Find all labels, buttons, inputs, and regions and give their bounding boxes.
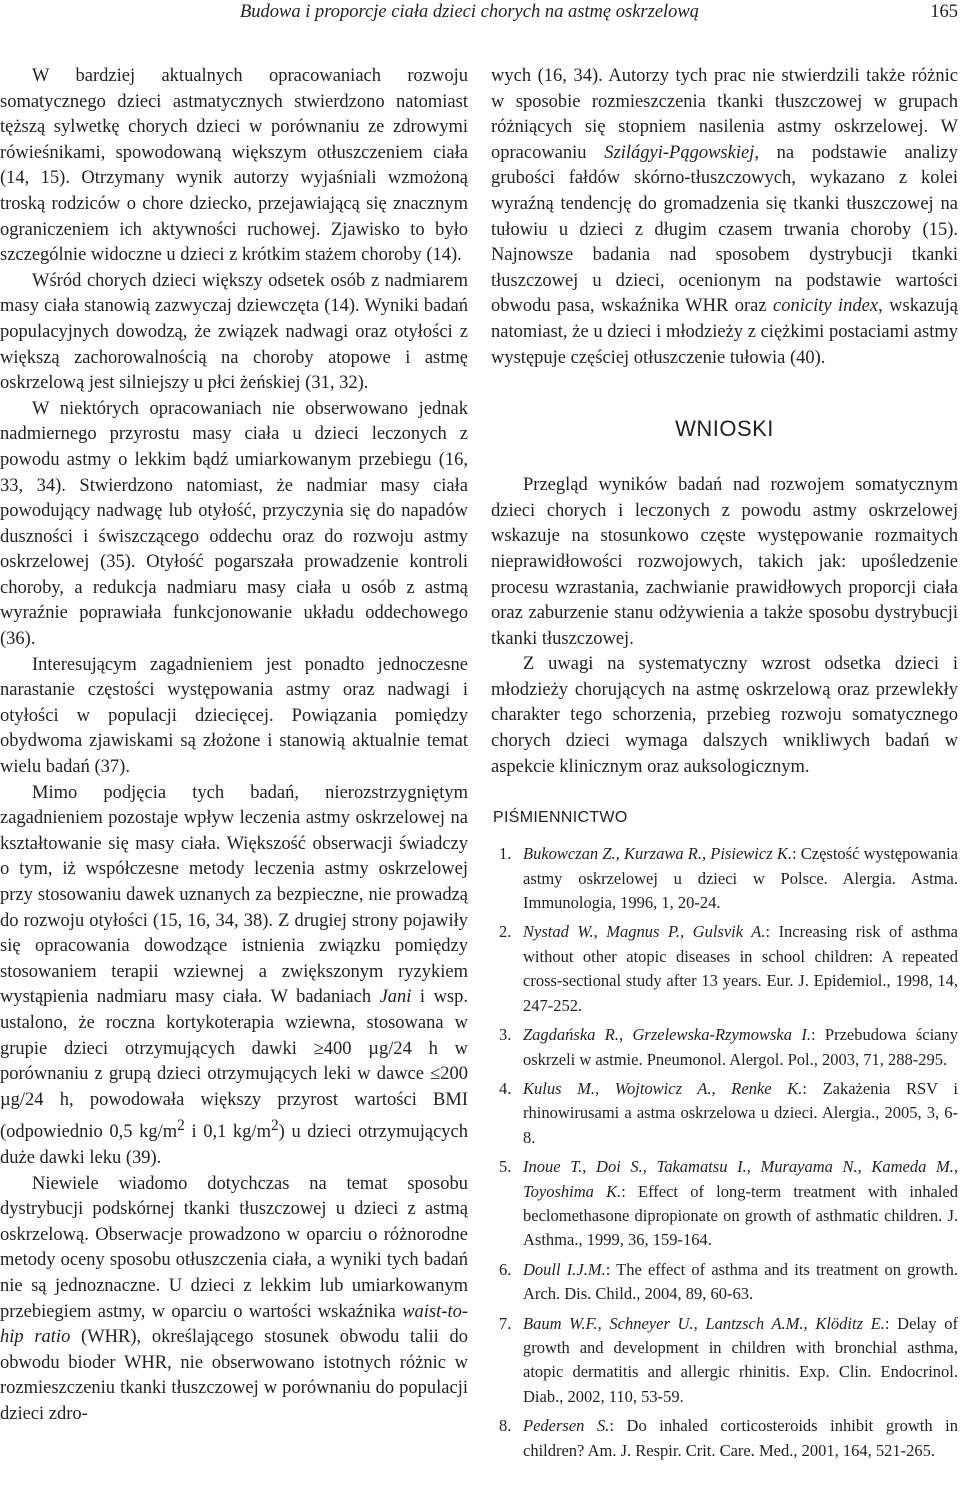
reference-authors: Zagdańska R., Grzelewska-Rzymowska I. [523, 1025, 811, 1045]
text-run: i 0,1 kg/m [184, 1122, 271, 1143]
text-run: , na podstawie analizy grubości fałdów skórno-tłuszczowych, wykazano z kolei wyraźną tendencję do gromadzenia się tkanki tłuszczowej na tułowiu u dzieci z długim czasem trwania choroby (15). Najnowsze badania nad sposobem dystrybucji tkanki tłuszczowej u dzieci, ocenionym na podstawie wartości obwodu pasa, wskaźnika WHR oraz [491, 142, 959, 317]
page-number: 165 [930, 2, 958, 22]
reference-number: 5. [499, 1157, 512, 1177]
reference-authors: Pedersen S. [523, 1416, 610, 1436]
paragraph [0, 781, 468, 1172]
paragraph: Z uwagi na systematyczny wzrost odsetka dzieci i młodzieży chorujących na astmę oskrzelową oraz przewlekły charakter tego schorzenia, przebieg rozwoju somatycznego chorych dzieci wymaga dalszych wnikliwych badań w aspekcie klinicznym oraz auksologicznym. [491, 654, 958, 777]
reference-authors: Nystad W., Magnus P., Gulsvik A. [523, 922, 766, 942]
paragraph [0, 1172, 468, 1428]
reference-item [491, 920, 958, 1018]
reference-number: 4. [499, 1078, 512, 1098]
reference-item [491, 1414, 958, 1463]
reference-text: : Częstość występowania astmy oskrzelowej u dzieci w Polsce. Alergia. Astma. Immunologia, 1996, 1, 20-24. [523, 844, 958, 913]
text-run: i wsp. ustalono, że roczna kortykoterapia wziewna, stosowana w grupie dzieci otrzymujących dawki ≥400 µg/24 h w porównaniu z grupą dzieci otrzymujących leki w dawce ≤200 µg/24 h, powodowała większy przyrost wartości BMI (odpowiednio 0,5 kg/m [0, 987, 469, 1143]
reference-number: 1. [499, 844, 512, 864]
references-title: PIŚMIENNICTWO [493, 809, 628, 827]
reference-text: : Increasing risk of asthma without other atopic diseases in school children: A repeated cross-sectional study after 13 years. Eur. J. Epidemiol., 1998, 14, 247-252. [523, 922, 959, 1015]
reference-number: 8. [499, 1416, 512, 1436]
reference-text: : Effect of long-term treatment with inhaled beclomethasone dipropionate on growth of asthmatic children. J. Asthma., 1999, 36, 159-164. [523, 1181, 958, 1250]
paragraph: Interesującym zagadnieniem jest ponadto jednoczesne narastanie częstości występowania astmy oraz nadwagi i otyłości w populacji dziecięcej. Powiązania pomiędzy obydwoma zjawiskami są złożone i stanowią aktualnie temat wielu badań (37). [0, 654, 468, 778]
reference-number: 6. [499, 1259, 512, 1279]
reference-item [491, 1023, 958, 1072]
references-list [491, 842, 958, 1463]
reference-text: : Delay of growth and development in children with bronchial asthma, atopic dermatitis and allergic rhinitis. Exp. Clin. Endocrinol. Diab., 2002, 110, 53-59. [523, 1313, 958, 1406]
reference-item [491, 1155, 958, 1253]
text-run: Mimo podjęcia tych badań, nierozstrzygniętym zagadnieniem pozostaje wpływ leczenia astmy oskrzelowej na kształtowanie się masy ciała. Większość obserwacji świadczy o tym, iż współczesne metody leczenia astmy oskrzelowej przy stosowaniu dawek uznanych za bezpieczne, nie prowadzą do rozwoju otyłości (15, 16, 34, 38). Z drugiej strony pojawiły się opracowania dowodzące istnienia związku pomiędzy stosowaniem terapii wziewnej a zwiększonym ryzykiem wystąpienia nadmiaru masy ciała. W badaniach [0, 782, 468, 1008]
reference-item [491, 1077, 958, 1150]
reference-text: : Zakażenia RSV i rhinowirusami a astma oskrzelowa u dzieci. Alergia., 2005, 3, 6-8. [523, 1078, 959, 1147]
text-run: (WHR), określającego stosunek obwodu talii do obwodu bioder WHR, nie obserwowano istotnych różnic w rozmieszczeniu tkanki tłuszczowej w porównaniu do populacji dzieci zdro- [0, 1327, 468, 1425]
reference-item [491, 1312, 958, 1410]
paragraph: W niektórych opracowaniach nie obserwowano jednak nadmiernego przyrostu masy ciała u dzieci leczonych z powodu astmy o lekkim bądź umiarkowanym przebiegu (16, 33, 34). Stwierdzono natomiast, że nadmiar masy ciała powodujący nadwagę lub otyłość, przyczynia się do napadów duszności i świszczącego oddechu oraz do rozwoju astmy oskrzelowej (35). Otyłość pogarszała prowadzenie kontroli choroby, a redukcja nadmiaru masy ciała u osób z astmą wyraźnie poprawiała funkcjonowanie układu oddechowego (36). [0, 398, 468, 650]
reference-authors: Inoue T., Doi S., Takamatsu I., Murayama N., Kameda M., Toyoshima K. [523, 1157, 958, 1201]
paragraph: Przegląd wyników badań nad rozwojem somatycznym dzieci chorych i leczonych z powodu astmy oskrzelowej wskazuje na stosunkowo częste występowanie rozmaitych nieprawidłowości rozwojowych, takich jak: upośledzenie procesu wzrastania, zachwianie prawidłowych proporcji ciała oraz zaburzenie stanu odżywienia a także sposobu dystrybucji tkanki tłuszczowej. [491, 475, 958, 649]
running-title: Budowa i proporcje ciała dzieci chorych na astmę oskrzelową [240, 2, 700, 22]
reference-authors: Kulus M., Wojtowicz A., Renke K. [523, 1078, 803, 1098]
reference-text: : The effect of asthma and its treatment on growth. Arch. Dis. Child., 2004, 89, 60-63. [523, 1259, 958, 1304]
reference-item [491, 842, 958, 915]
text-run: wych (16, 34). Autorzy tych prac nie stwierdzili także różnic w sposobie rozmieszczenia tkanki tłuszczowej w grupach różniących się stopniem nasilenia astmy oskrzelowej. W opracowaniu [491, 66, 958, 163]
page-header [0, 0, 960, 30]
text-run: Niewiele wiadomo dotychczas na temat sposobu dystrybucji podskórnej tkanki tłuszczowej u dzieci z astmą oskrzelową. Obserwacje prowadzono w oparciu o różnorodne metody oceny sposobu otłuszczenia ciała, a wyniki tych badań nie są jednoznaczne. U dzieci z lekkim lub umiarkowanym przebiegiem astmy, w oparciu o wartości wskaźnika [0, 1173, 468, 1322]
reference-item [491, 1258, 958, 1307]
reference-number: 2. [499, 922, 512, 942]
superscript: 2 [177, 1117, 185, 1135]
left-column [0, 64, 468, 1428]
right-column [491, 64, 958, 1468]
reference-number: 3. [499, 1025, 512, 1045]
reference-text: : Do inhaled corticosteroids inhibit growth in children? Am. J. Respir. Crit. Care. Med., 2001, 164, 521-265. [523, 1416, 958, 1460]
paragraph: Wśród chorych dzieci większy odsetek osób z nadmiarem masy ciała stanowią zazwyczaj dziewczęta (14). Wyniki badań populacyjnych dowodzą, że związek nadwagi oraz otyłości z większą zachorowalnością na choroby atopowe i astmę oskrzelową jest silniejszy u płci żeńskiej (31, 32). [0, 270, 468, 394]
reference-number: 7. [499, 1313, 512, 1333]
author-name: Szilágyi-Pągowskiej [604, 142, 755, 163]
text-run: , wskazują natomiast, że u dzieci i młodzieży z ciężkimi postaciami astmy występuje częściej otłuszczenie tułowia (40). [491, 296, 958, 368]
paragraph: W bardziej aktualnych opracowaniach rozwoju somatycznego dzieci astmatycznych stwierdzono natomiast tęższą sylwetkę chorych dzieci w porównaniu ze zdrowymi rówieśnikami, spowodowaną większym otłuszczeniem ciała (14, 15). Otrzymany wynik autorzy wyjaśniali wzmożoną troską rodziców o chore dziecko, przejawiającą się znacznym ograniczeniem ich aktywności ruchowej. Zjawisko to było szczególnie widoczne u dzieci z krótkim stażem choroby (14). [0, 66, 468, 266]
paragraph [491, 64, 958, 371]
term: waist-to-hip ratio [0, 1301, 468, 1348]
text-run: ) u dzieci otrzymujących duże dawki leku (39). [0, 1122, 468, 1169]
term: conicity index [773, 296, 879, 317]
section-title: WNIOSKI [675, 416, 774, 442]
reference-authors: Bukowczan Z., Kurzawa R., Pisiewicz K. [523, 844, 792, 864]
reference-authors: Doull I.J.M. [523, 1259, 606, 1279]
superscript: 2 [270, 1117, 279, 1135]
author-name: Jani [379, 987, 412, 1008]
reference-text: : Przebudowa ściany oskrzeli w astmie. Pneumonol. Alergol. Pol., 2003, 71, 288-295. [523, 1025, 959, 1069]
reference-authors: Baum W.F., Schneyer U., Lantzsch A.M., Klöditz E. [523, 1313, 885, 1333]
